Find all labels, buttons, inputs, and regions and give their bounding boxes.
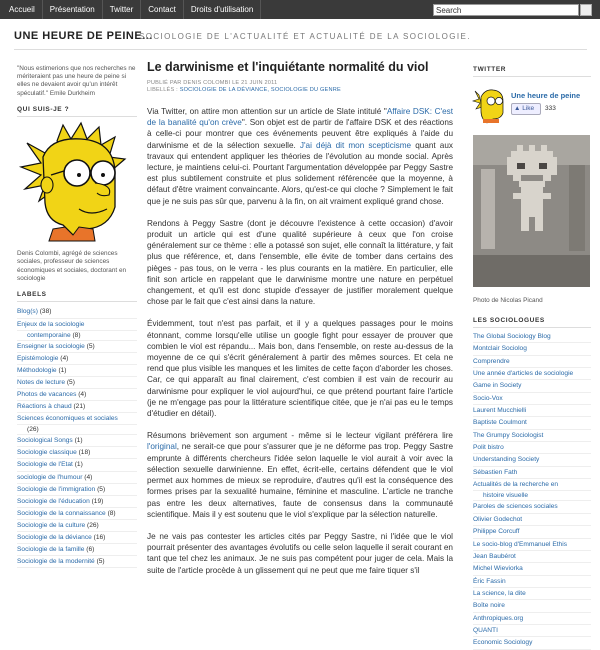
sociologue-link[interactable]: Socio-Vox <box>473 393 591 405</box>
sociologue-link[interactable]: histoire visuelle <box>473 491 591 501</box>
like-button[interactable] <box>511 103 541 115</box>
label-count: (6) <box>86 546 95 554</box>
thumbs-up-icon: ▲ <box>514 105 521 112</box>
search-input[interactable] <box>433 4 579 16</box>
nav-twitter[interactable]: Twitter <box>103 0 142 19</box>
labels-list <box>17 306 137 568</box>
sociologue-link[interactable]: Montclair Sociolog <box>473 343 591 355</box>
label-item[interactable] <box>17 306 137 318</box>
label-link[interactable]: Sociologie de l'immigration <box>17 485 96 493</box>
label-item[interactable] <box>17 508 137 520</box>
label-count: (26) <box>87 521 99 529</box>
twitter-account-name[interactable]: Une heure de peine <box>511 91 581 100</box>
like-label: Like <box>522 105 535 112</box>
original-link[interactable]: l'original <box>147 442 177 452</box>
label-link[interactable]: Sociologie de la culture <box>17 521 86 529</box>
sociologue-link[interactable]: Laurent Mucchielli <box>473 405 591 417</box>
street-art-photo <box>473 135 590 287</box>
scepticisme-link[interactable]: J'ai déjà dit mon scepticisme <box>299 140 412 150</box>
sociologue-link[interactable]: La science, la dite <box>473 588 591 600</box>
label-item[interactable] <box>17 544 137 556</box>
label-item[interactable] <box>17 532 137 544</box>
label-link[interactable]: Photos de vacances <box>17 391 77 398</box>
label-item[interactable] <box>17 425 137 435</box>
label-link[interactable]: Notes de lecture <box>17 378 66 386</box>
label-count: (16) <box>93 534 106 542</box>
photo-credit: Photo de Nicolas Picand <box>473 297 543 304</box>
label-item[interactable] <box>17 472 137 484</box>
label-count: (5) <box>66 378 75 386</box>
post-paragraph-1 <box>147 106 453 207</box>
label-link[interactable]: Méthodologie <box>17 366 57 374</box>
label-count: (8) <box>107 509 116 517</box>
label-count: (26) <box>27 426 39 434</box>
label-link[interactable]: Sciences économiques et sociales <box>17 415 118 423</box>
label-count: (8) <box>72 331 81 339</box>
label-item[interactable] <box>17 377 137 389</box>
sociologue-link[interactable]: Anthropiques.org <box>473 613 591 625</box>
sociologues-heading: LES SOCIOLOGUES <box>473 317 591 328</box>
twitter-heading: TWITTER <box>473 66 591 77</box>
like-count: 333 <box>545 105 556 112</box>
post-meta <box>147 80 453 94</box>
search-button[interactable] <box>580 4 592 16</box>
label-count: (18) <box>78 449 91 457</box>
sociologue-link[interactable]: Une année d'articles de sociologie <box>473 368 591 380</box>
sociologue-link[interactable]: Sébastien Fath <box>473 467 591 479</box>
label-count: (19) <box>91 497 104 505</box>
label-count: (4) <box>84 473 93 481</box>
label-item[interactable] <box>17 331 137 341</box>
label-count: (5) <box>96 558 105 566</box>
author-bio: Denis Colombi, agrégé de sciences sociales, professeur de sciences économiques et sociales, doctorant en sociologie <box>17 249 127 283</box>
label-count: (5) <box>86 342 95 350</box>
left-sidebar <box>17 65 137 568</box>
label-count: (4) <box>78 391 87 398</box>
nav-accueil[interactable]: Accueil <box>9 0 43 19</box>
label-item[interactable] <box>17 459 137 471</box>
sociologue-link[interactable]: The Global Sociology Blog <box>473 331 591 343</box>
header-divider <box>14 49 587 50</box>
label-link[interactable]: Sociologie de la déviance <box>17 534 92 542</box>
sociologue-link[interactable]: Jean Baubérot <box>473 551 591 563</box>
twitter-widget <box>473 85 591 129</box>
label-link[interactable]: Sociologie de la connaissance <box>17 509 106 517</box>
post-labels <box>147 87 453 94</box>
site-tagline: SOCIOLOGIE DE L'ACTUALITÉ ET ACTUALITÉ DE LA SOCIOLOGIE. <box>139 32 471 41</box>
sociologue-link[interactable]: Olivier Godechot <box>473 514 591 526</box>
post-paragraph-2: Rendons à Peggy Sastre (dont je découvre l'existence à cette occasion) d'avoir produit un article qui est d'une qualité supérieure à ceux que l'on croise généralement sur ce thème : elle a potassé son sujet, elle connaît la littérature, y fait plus que référence, et, dans l'ensemble, elle évite de tomber dans certains des pièges - pas tous, on le verra - les plus courants en la matière. En particulier, elle finit son article en rappelant que le darwinisme montre une nature en perpétuel changement, et qu'il est donc stupide d'essayer de justifier moralement quelque chose par le fait que c'est ainsi dans la nature. <box>147 218 453 307</box>
label-count: (5) <box>97 485 106 493</box>
label-count: (1) <box>74 461 83 469</box>
sociologue-link[interactable]: Éric Fassin <box>473 576 591 588</box>
label-item[interactable] <box>17 365 137 377</box>
sociologue-link[interactable]: Boîte noire <box>473 600 591 612</box>
post-title[interactable]: Le darwinisme et l'inquiétante normalité du viol <box>147 60 429 74</box>
label-link[interactable]: Enjeux de la sociologie <box>17 320 85 328</box>
sociologue-link[interactable]: Michel Wieviorka <box>473 563 591 575</box>
label-link[interactable]: Sociologie de l'éducation <box>17 497 90 505</box>
label-count: (1) <box>74 437 83 445</box>
label-link[interactable]: Sociologie de la modernité <box>17 558 95 566</box>
sociologue-link[interactable]: Polit bistro <box>473 442 591 454</box>
post-labels-links[interactable]: SOCIOLOGIE DE LA DÉVIANCE, SOCIOLOGIE DU GENRE <box>179 87 341 93</box>
label-item[interactable] <box>17 389 137 401</box>
post-labels-prefix: LIBELLÉS : <box>147 87 180 93</box>
p1-text-c: quant aux travaux qui entendent appliquer les théories de l'évolution au monde social. Après lecture, je maintiens celui-ci. Pourtant l'argumentation développée par Peggy Sastre est plus subtilement construite et plus solidement référencée que la moyenne, à défaut d'être vraiment convaincante. Alors, qu'est-ce qui cloche ? Simplement le fait que je ne suis pas sûr que, parvenu à la fin, on ait vraiment expliqué grand chose. <box>147 140 453 206</box>
nav-presentation[interactable]: Présentation <box>43 0 103 19</box>
site-title[interactable]: UNE HEURE DE PEINE... <box>14 30 153 42</box>
label-link[interactable]: contemporaine <box>27 331 71 339</box>
author-avatar <box>17 123 129 241</box>
main-nav <box>9 0 261 19</box>
label-link[interactable]: Blog(s) <box>17 308 38 316</box>
sociologue-link[interactable]: Le socio-blog d'Emmanuel Ethis <box>473 539 591 551</box>
label-link[interactable]: Sociological Songs <box>17 437 73 445</box>
label-link[interactable]: Sociologie classique <box>17 449 77 457</box>
label-count: (4) <box>60 354 69 362</box>
nav-droits[interactable]: Droits d'utilisation <box>184 0 261 19</box>
p4-text-b: , ne serait-ce que pour s'assurer que je ne déforme pas trop. Peggy Sastre emprunte à différents chercheurs l'idée selon laquelle le viol aurait à voir avec la sélection sexuelle darwinienne. En effet, écrit-elle, certains défendent que le viol permet aux hommes de mieux se reproduire, d'autres qu'il est la conséquence des formes prises par la sexualité humaine, féminine et masculine. L'article ne tranche pas entre les deux alternatives, faute de consensus dans la communauté scientifique. Mais il y est soutenu que le viol s'explique par la sélection naturelle. <box>147 442 453 519</box>
label-item[interactable] <box>17 435 137 447</box>
sociologue-link[interactable]: Economic Sociology <box>473 637 591 649</box>
post-paragraph-3: Évidemment, tout n'est pas parfait, et il y a quelques passages pour le moins étonnant, comme lorsqu'elle utilise un google fight pour essayer de prouver que combien le viol est répandu... Mais bon, dans l'ensemble, on reste au-dessus de la moyenne de ce qui s'écrit généralement à partir des mêmes sources. Et cela ne rend que plus visible les manques et les limites de cette façon d'aborder les choses. Car, ce qui apparaît au final clairement, c'est combien il est vain de recourir au darwinisme pour expliquer le viol aujourd'hui, ce que prétend pourtant faire l'article (je ne m'engage pas pour la littérature scientifique citée, que je n'ai pas eu le temps d'étudier en détail). <box>147 319 453 419</box>
sociologue-link[interactable]: QUANTI <box>473 625 591 637</box>
label-link[interactable]: Sociologie de la famille <box>17 546 85 554</box>
sociologue-link[interactable]: Baptiste Coulmont <box>473 417 591 429</box>
label-item[interactable] <box>17 520 137 532</box>
label-item[interactable] <box>17 484 137 496</box>
post-paragraph-5: Je ne vais pas contester les articles cités par Peggy Sastre, ni l'idée que le viol pourrait présenter des avantages évolutifs ou celle selon laquelle il serait courant en tant que tel chez les animaux. Je ne suis pas compétent pour juger de cela. Mais la suite de l'article procède à un glissement qui ne peut que me faire tiquer s'il <box>147 531 453 575</box>
sociologue-link[interactable]: Understanding Society <box>473 454 591 466</box>
right-sidebar <box>473 66 591 650</box>
label-count: (21) <box>73 403 86 411</box>
label-link[interactable]: Sociologie de l'Etat <box>17 461 73 469</box>
top-navigation-bar <box>0 0 600 19</box>
labels-heading: LABELS <box>17 291 137 302</box>
label-item[interactable] <box>17 556 137 568</box>
label-item[interactable] <box>17 353 137 365</box>
sociologue-link[interactable]: Game in Society <box>473 380 591 392</box>
sociologue-link[interactable]: The Grumpy Sociologist <box>473 430 591 442</box>
label-count: (38) <box>39 308 52 316</box>
label-item[interactable] <box>17 447 137 459</box>
slate-article-link[interactable]: Affaire DSK: C'est de la banalité qu'on crève <box>147 107 454 128</box>
p1-text-a: Via Twitter, on attire mon attention sur un article de Slate intitulé " <box>147 107 387 116</box>
sociologue-link[interactable]: Actualités de la recherche en <box>473 479 591 491</box>
label-link[interactable]: Epistémologie <box>17 354 59 362</box>
label-item[interactable] <box>17 401 137 413</box>
label-item[interactable] <box>17 319 137 331</box>
sociologue-link[interactable]: Comprendre <box>473 356 591 368</box>
p4-text-a: Résumons brièvement son argument - même si le lecteur vigilant préférera lire <box>147 431 453 441</box>
p1-text-b: ". Son objet est de partir de l'affaire DSK et des réactions à celle-ci pour montrer que ces événements peuvent être expliqués à l'aide du darwinisme et de la sélection sexuelle. <box>147 118 454 150</box>
label-link[interactable]: sociologie de l'humour <box>17 473 83 481</box>
durkheim-quote: "Nous estimerions que nos recherches ne mériteraient pas une heure de peine si elles ne devaient avoir qu'un intérêt spéculatif." Emile Durkheim <box>17 65 136 97</box>
label-count: (1) <box>58 366 67 374</box>
label-item[interactable] <box>17 496 137 508</box>
post-content <box>147 60 453 576</box>
sociologue-link[interactable]: Paroles de sciences sociales <box>473 501 591 513</box>
label-link[interactable]: Enseigner la sociologie <box>17 342 85 350</box>
label-link[interactable]: Réactions à chaud <box>17 403 72 411</box>
twitter-avatar[interactable] <box>473 85 507 123</box>
label-item[interactable] <box>17 341 137 353</box>
who-heading: QUI SUIS-JE ? <box>17 106 137 117</box>
sociologues-list <box>473 331 591 650</box>
nav-contact[interactable]: Contact <box>141 0 184 19</box>
label-item[interactable] <box>17 413 137 425</box>
post-byline: PUBLIÉ PAR DENIS COLOMBI LE 21 JUIN 2011 <box>147 80 278 86</box>
post-paragraph-4 <box>147 430 453 520</box>
sociologue-link[interactable]: Philippe Corcuff <box>473 526 591 538</box>
